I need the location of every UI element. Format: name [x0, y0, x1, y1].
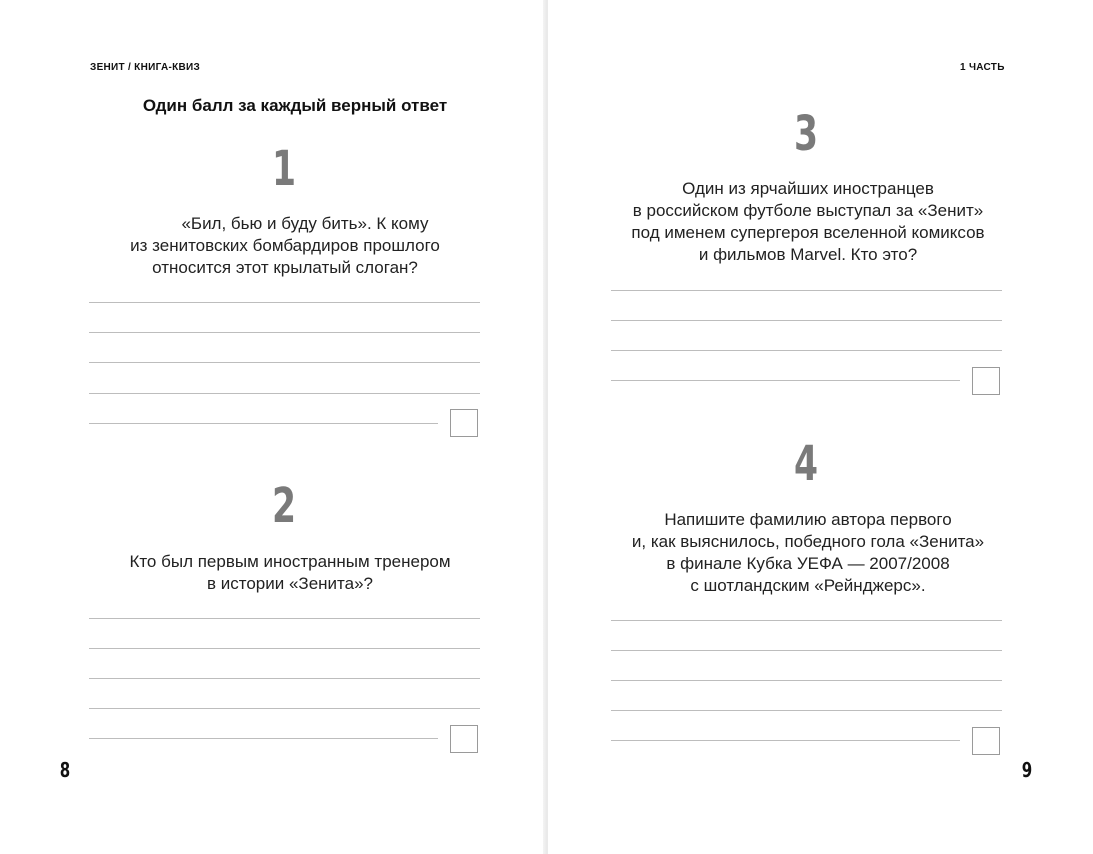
- score-checkbox-2[interactable]: [450, 725, 478, 753]
- question-number-1: 1: [271, 141, 297, 197]
- question-3-line-2: в российском футболе выступал за «Зенит»: [632, 201, 984, 220]
- answer-line[interactable]: [89, 648, 480, 649]
- question-1-line-3: относится этот крылатый слоган?: [152, 258, 418, 277]
- page-heading: Один балл за каждый верный ответ: [142, 96, 448, 115]
- question-3-line-1: Один из ярчайших иностранцев: [682, 179, 934, 198]
- page-number-left: 8: [59, 758, 71, 782]
- answer-line[interactable]: [89, 678, 480, 679]
- answer-line[interactable]: [89, 362, 480, 363]
- question-number-3: 3: [793, 106, 819, 162]
- question-number-2: 2: [271, 478, 297, 534]
- answer-line[interactable]: [611, 620, 1002, 621]
- answer-line[interactable]: [611, 320, 1002, 321]
- left-page: [0, 0, 545, 854]
- question-text-4: [598, 509, 1018, 597]
- question-number-4: 4: [793, 436, 819, 492]
- page-number-right: 9: [1021, 758, 1033, 782]
- answer-line[interactable]: [89, 393, 480, 394]
- question-text-1: [70, 213, 500, 279]
- score-checkbox-4[interactable]: [972, 727, 1000, 755]
- answer-line[interactable]: [89, 302, 480, 303]
- answer-line[interactable]: [611, 380, 960, 381]
- question-2-line-2: в истории «Зенита»?: [207, 574, 373, 593]
- answer-line[interactable]: [611, 740, 960, 741]
- answer-line[interactable]: [89, 332, 480, 333]
- score-checkbox-1[interactable]: [450, 409, 478, 437]
- question-text-2: [80, 551, 500, 595]
- answer-line[interactable]: [611, 650, 1002, 651]
- right-page: [548, 0, 1093, 854]
- question-text-3: [598, 178, 1018, 266]
- question-1-line-2: из зенитовских бомбардиров прошлого: [130, 236, 440, 255]
- question-4-line-3: в финале Кубка УЕФА — 2007/2008: [666, 554, 950, 573]
- answer-line[interactable]: [611, 680, 1002, 681]
- running-head-left: ЗЕНИТ / КНИГА-КВИЗ: [90, 62, 201, 73]
- score-checkbox-3[interactable]: [972, 367, 1000, 395]
- answer-line[interactable]: [89, 708, 480, 709]
- answer-line[interactable]: [89, 738, 438, 739]
- question-4-line-2: и, как выяснилось, победного гола «Зенита»: [631, 532, 985, 551]
- answer-line[interactable]: [611, 290, 1002, 291]
- question-3-line-3: под именем супергероя вселенной комиксов: [631, 223, 985, 242]
- answer-line[interactable]: [89, 423, 438, 424]
- running-head-right: 1 ЧАСТЬ: [960, 62, 1005, 73]
- question-3-line-4: и фильмов Marvel. Кто это?: [698, 245, 918, 264]
- question-1-line-1: «Бил, бью и буду бить». К кому: [181, 214, 429, 233]
- question-2-line-1: Кто был первым иностранным тренером: [129, 552, 451, 571]
- answer-line[interactable]: [611, 710, 1002, 711]
- question-4-line-1: Напишите фамилию автора первого: [664, 510, 952, 529]
- answer-line[interactable]: [611, 350, 1002, 351]
- question-4-line-4: с шотландским «Рейнджерс».: [690, 576, 926, 595]
- answer-line[interactable]: [89, 618, 480, 619]
